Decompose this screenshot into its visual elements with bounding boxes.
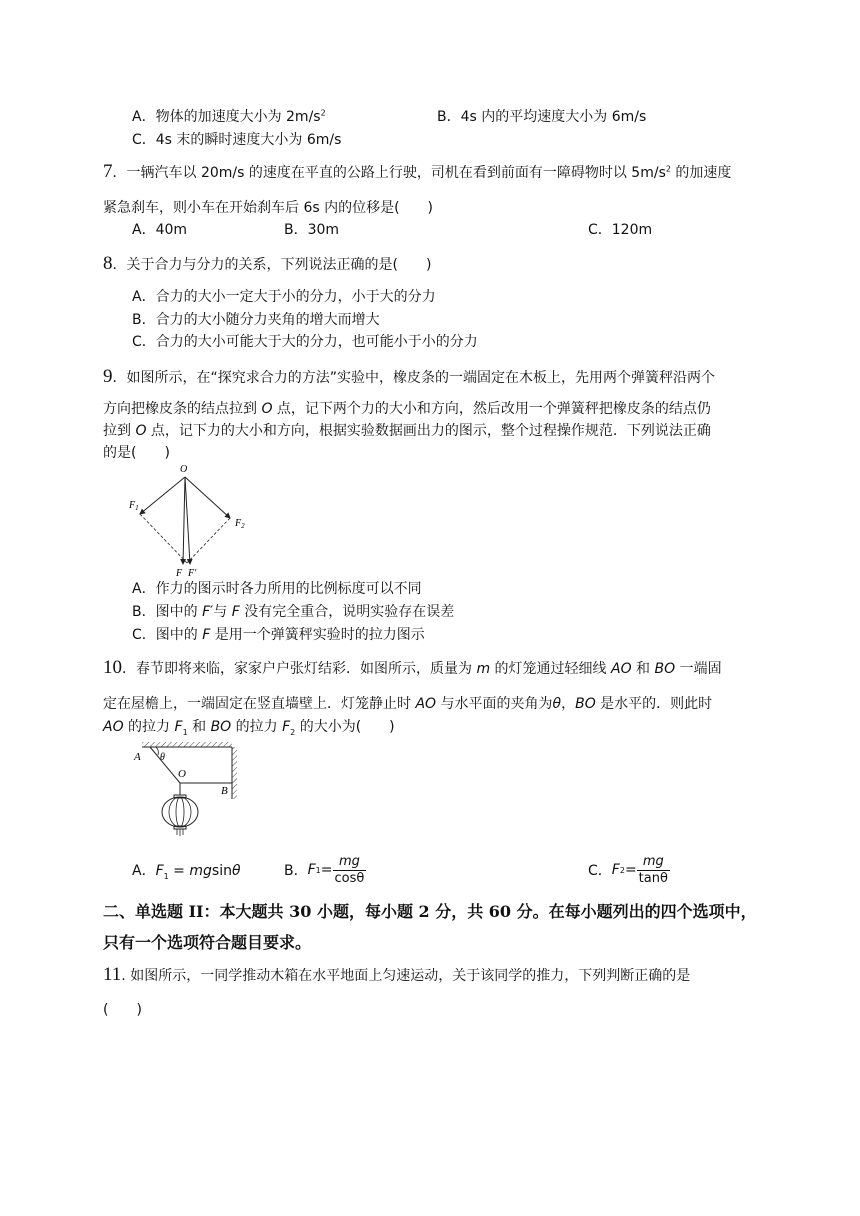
q8-option-a: A．合力的大小一定大于小的分力，小于大的分力 [132,289,436,305]
section-2-heading-line2: 只有一个选项符合题目要求。 [103,933,312,952]
q9-stem-line2: 方向把橡皮条的结点拉到 O 点，记下两个力的大小和方向，然后改用一个弹簧秤把橡皮条的结点仍 [103,401,711,417]
q9-label-f: F [176,568,183,578]
q10-rope-ao [150,747,180,783]
q9-label-f2: $F_2$ [235,518,245,530]
q7-stem-line1: 7．一辆汽车以 20m/s 的速度在平直的公路上行驶，司机在看到前面有一障碍物时以 $5m/s^2$ 的加速度 [103,161,732,182]
q10-stem-line3: AO 的拉力 $F_1$ 和 BO 的拉力 $F_2$ 的大小为( ) [103,719,395,737]
q9-number: 9 [103,366,113,387]
q9-fprime-vector [185,477,190,564]
q10-label-o: O [178,768,186,780]
q9-f-vector [183,477,185,564]
q10-label-b: B [221,785,228,797]
q11-number: 11 [103,964,122,985]
section-2-heading-line1: 二、单选题 II：本大题共 30 小题，每小题 2 分，共 60 分。在每小题列出的四个选项中， [103,902,757,921]
q10-stem-line2: 定在屋檐上，一端固定在竖直墙壁上．灯笼静止时 AO 与水平面的夹角为θ，BO 是水平的．则此时 [103,696,713,712]
q9-label-f1: $F_1$ [129,500,139,512]
q6-option-c: C．4s 末的瞬时速度大小为 6m/s [132,132,342,148]
q7-stem-line2: 紧急刹车，则小车在开始刹车后 6s 内的位移是( ) [103,200,434,216]
q6-option-a: A．物体的加速度大小为 $2m/s^2$ [132,108,326,125]
q9-option-c: C．图中的 F 是用一个弹簧秤实验时的拉力图示 [132,627,425,643]
q10-label-theta: θ [160,752,165,763]
q10-option-a: A．$F_1 = mgsin\theta$ [132,863,241,881]
q10-ceiling-hatch [142,742,232,747]
q9-f1-vector [140,477,185,514]
q10-lantern-diagram [128,740,243,840]
q9-stem-line4: 的是( ) [103,445,170,461]
q7-option-b: B．30m [284,222,340,238]
q8-stem: 8．关于合力与分力的关系，下列说法正确的是( ) [103,253,432,274]
q8-option-b: B．合力的大小随分力夹角的增大而增大 [132,312,380,328]
q8-option-c: C．合力的大小可能大于大的分力，也可能小于小的分力 [132,334,478,350]
q9-label-o: O [180,464,188,475]
q10-number: 10 [103,657,122,678]
q9-force-diagram [125,460,255,578]
q9-option-b: B．图中的 F′与 F 没有完全重合，说明实验存在误差 [132,604,455,620]
q9-dashed-side-1 [140,514,187,563]
q11-stem-line1: 11. 如图所示，一同学推动木箱在水平地面上匀速运动，关于该同学的推力，下列判断正确的是 [103,964,691,985]
q10-label-a: A [134,751,141,763]
q11-stem-line2: ( ) [103,1002,142,1018]
q9-stem-line1: 9．如图所示，在“探究求合力的方法”实验中，橡皮条的一端固定在木板上，先用两个弹簧秤沿两个 [103,366,716,387]
q10-lantern-body [162,797,198,827]
q7-option-c: C．120m [588,222,653,238]
q10-option-b: B． F 1 = $\frac{mg}{\cos\theta}$ [284,853,365,886]
q10-wall-hatch [232,747,237,799]
q6-option-b: B．4s 内的平均速度大小为 6m/s [437,109,647,125]
q10-stem-line1: 10．春节即将来临，家家户户张灯结彩．如图所示，质量为 m 的灯笼通过轻细线 AO 和 BO 一端固 [103,657,722,678]
q9-dashed-side-2 [187,518,230,563]
q10-angle-arc [156,747,158,755]
q10-option-c: C． F 2 = $\frac{mg}{\tan\theta}$ [588,853,668,886]
q9-option-a: A．作力的图示时各力所用的比例标度可以不同 [132,581,422,597]
q9-stem-line3: 拉到 O 点，记下力的大小和方向，根据实验数据画出力的图示，整个过程操作规范．下列说法正确 [103,423,711,439]
q9-f2-vector [185,477,230,518]
q7-number: 7 [103,161,113,182]
q8-number: 8 [103,253,113,274]
q7-option-a: A．40m [132,222,188,238]
q9-label-fprime: F′ [188,568,197,578]
